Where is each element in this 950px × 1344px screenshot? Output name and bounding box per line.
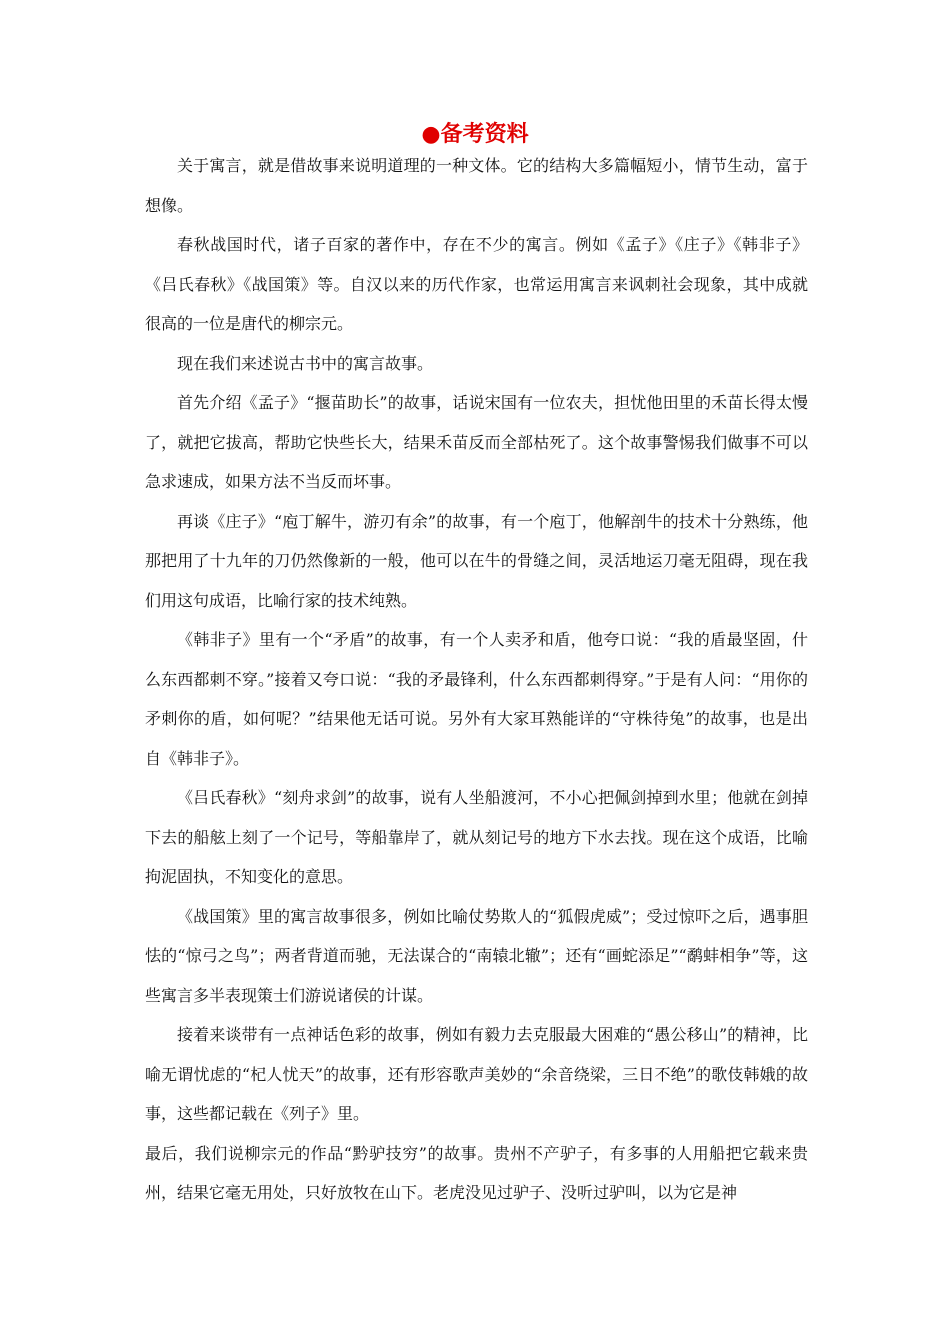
paragraph-transition: 现在我们来述说古书中的寓言故事。	[177, 353, 434, 373]
paragraph-hanfeizi: 《韩非子》里有一个“矛盾”的故事，有一个人卖矛和盾，他夸口说：“我的盾最坚固，什么东西都刺不穿。”接着又夸口说：“我的矛最锋利，什么东西都刺得穿。”于是有人问：“用你的矛刺你的盾，如何呢？”结果他无话可说。另外有大家耳熟能详的“守株待兔”的故事，也是出自《韩非子》。	[145, 630, 808, 768]
paragraph-liezi: 接着来谈带有一点神话色彩的故事，例如有毅力去克服最大困难的“愚公移山”的精神，比喻无谓忧虑的“杞人忧天”的故事，还有形容歌声美妙的“余音绕梁，三日不绝”的歌伎韩娥的故事，这些都记载在《列子》里。	[145, 1025, 808, 1123]
paragraph-zhanguoce: 《战国策》里的寓言故事很多，例如比喻仗势欺人的“狐假虎威”；受过惊吓之后，遇事胆怯的“惊弓之鸟”；两者背道而驰，无法谋合的“南辕北辙”；还有“画蛇添足”“鹬蚌相争”等，这些寓言多半表现策士们游说诸侯的计谋。	[145, 906, 808, 1005]
paragraph-mencius: 首先介绍《孟子》“揠苗助长”的故事，话说宋国有一位农夫，担忧他田里的禾苗长得太慢了，就把它拔高，帮助它快些长大，结果禾苗反而全部枯死了。这个故事警惕我们做事不可以急求速成，如果方法不当反而坏事。	[145, 393, 808, 491]
document-title: ●备考资料	[421, 122, 529, 147]
paragraph-zhuangzi: 再谈《庄子》“庖丁解牛，游刃有余”的故事，有一个庖丁，他解剖牛的技术十分熟练，他那把用了十九年的刀仍然像新的一般，他可以在牛的骨缝之间，灵活地运刀毫无阻碍，现在我们用这句成语，比喻行家的技术纯熟。	[145, 511, 808, 610]
paragraph-intro: 关于寓言，就是借故事来说明道理的一种文体。它的结构大多篇幅短小，情节生动，富于想像。	[145, 156, 808, 215]
document-body	[145, 146, 808, 1213]
paragraph-liu-zongyuan: 最后，我们说柳宗元的作品“黔驴技穷”的故事。贵州不产驴子，有多事的人用船把它载来贵州，结果它毫无用处，只好放牧在山下。老虎没见过驴子、没听过驴叫，以为它是神	[145, 1143, 808, 1202]
paragraph-spring-autumn: 春秋战国时代，诸子百家的著作中，存在不少的寓言。例如《孟子》《庄子》《韩非子》《吕氏春秋》《战国策》等。自汉以来的历代作家，也常运用寓言来讽刺社会现象，其中成就很高的一位是唐代的柳宗元。	[145, 235, 808, 333]
paragraph-lushi-chunqiu: 《吕氏春秋》“刻舟求剑”的故事，说有人坐船渡河，不小心把佩剑掉到水里；他就在剑掉下去的船舷上刻了一个记号，等船靠岸了，就从刻记号的地方下水去找。现在这个成语，比喻拘泥固执，不知变化的意思。	[145, 788, 808, 886]
